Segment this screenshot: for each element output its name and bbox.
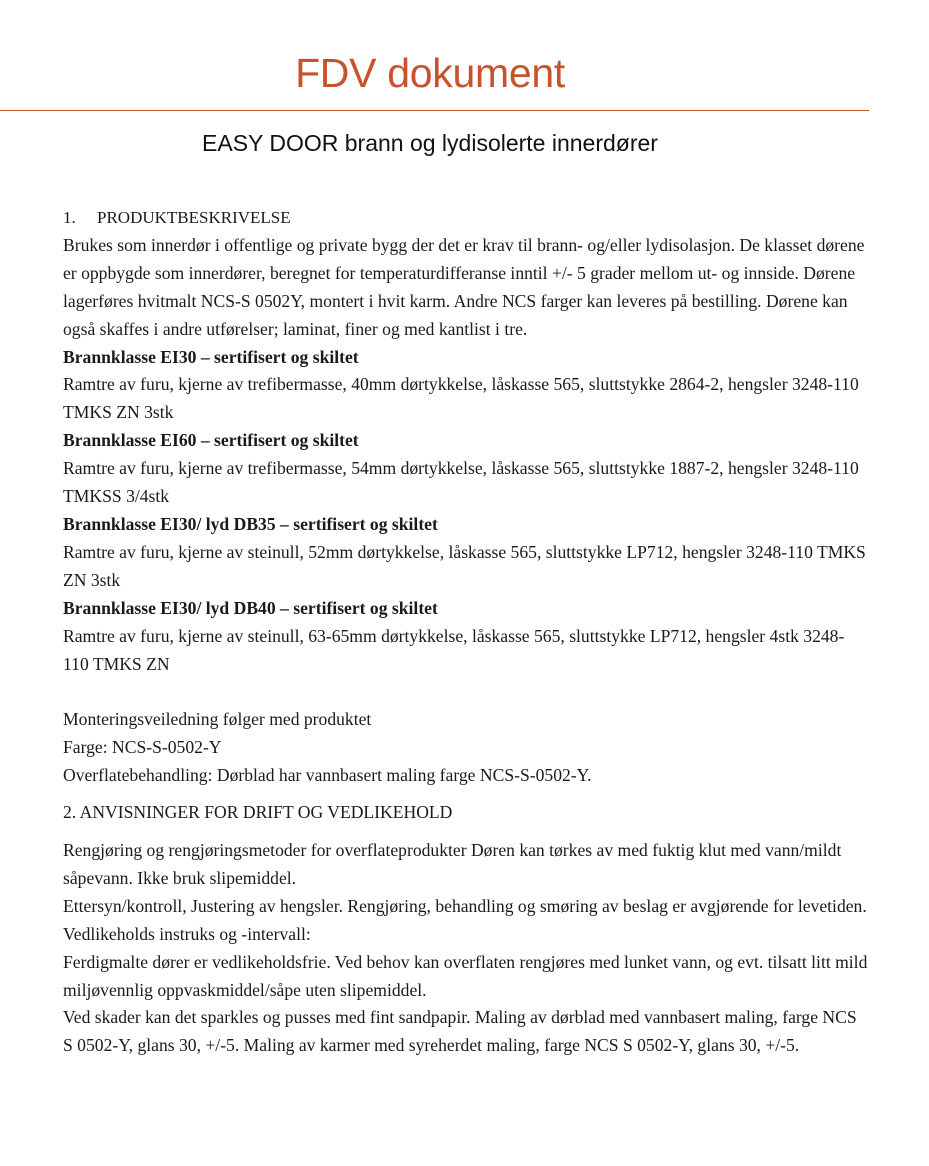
document-title: FDV dokument	[295, 50, 565, 96]
section-1-heading-text: PRODUKTBESKRIVELSE	[97, 208, 291, 227]
mounting-note: Monteringsveiledning følger med produktet	[63, 709, 372, 730]
document-subtitle: EASY DOOR brann og lydisolerte innerdører	[202, 130, 658, 156]
section-1-heading	[63, 204, 868, 232]
fire-class-ei60-text: Ramtre av furu, kjerne av trefibermasse, 54mm dørtykkelse, låskasse 565, sluttstykke 1887-2, hengsler 3248-110 TMKSS 3/4stk	[63, 458, 859, 507]
document-body	[63, 204, 868, 1060]
inspection-paragraph: Ettersyn/kontroll, Justering av hengsler. Rengjøring, behandling og smøring av beslag er avgjørende for levetiden.	[63, 895, 867, 916]
surface-treatment-note: Overflatebehandling: Dørblad har vannbasert maling farge NCS-S-0502-Y.	[63, 765, 592, 786]
fire-class-ei30-db35-title: Brannklasse EI30/ lyd DB35 – sertifisert og skiltet	[63, 513, 438, 534]
spacer	[63, 827, 868, 837]
fire-class-ei30-db40-title: Brannklasse EI30/ lyd DB40 – sertifisert og skiltet	[63, 597, 438, 618]
fire-class-ei30-title: Brannklasse EI30 – sertifisert og skiltet	[63, 346, 359, 367]
fire-class-ei30-db40-text: Ramtre av furu, kjerne av steinull, 63-65mm dørtykkelse, låskasse 565, sluttstykke LP712, hengsler 4stk 3248-110 TMKS ZN	[63, 625, 845, 674]
maintenance-heading: Vedlikeholds instruks og -intervall:	[63, 923, 311, 944]
color-note: Farge: NCS-S-0502-Y	[63, 737, 222, 758]
maintenance-free-paragraph: Ferdigmalte dører er vedlikeholdsfrie. Ved behov kan overflaten rengjøres med lunket vann, og evt. tilsatt litt mild miljøvennlig oppvaskmiddel/såpe uten slipemiddel.	[63, 951, 868, 1000]
fire-class-ei30-db35-text: Ramtre av furu, kjerne av steinull, 52mm dørtykkelse, låskasse 565, sluttstykke LP712, hengsler 3248-110 TMKS ZN 3stk	[63, 541, 866, 590]
product-description: Brukes som innerdør i offentlige og private bygg der det er krav til brann- og/eller lydisolasjon. De klasset dørene er oppbygde som innerdører, beregnet for temperaturdifferanse inntil +/- 5 grader mellom ut- og innside. Dørene lagerføres hvitmalt NCS-S 0502Y, montert i hvit karm. Andre NCS farger kan leveres på bestilling. Dørene kan også skaffes i andre utførelser; laminat, finer og med kantlist i tre.	[63, 234, 865, 339]
repair-paragraph: Ved skader kan det sparkles og pusses med fint sandpapir. Maling av dørblad med vannbasert maling, farge NCS S 0502-Y, glans 30, +/-5. Maling av karmer med syreherdet maling, farge NCS S 0502-Y, glans 30, +/-5.	[63, 1007, 857, 1056]
cleaning-paragraph: Rengjøring og rengjøringsmetoder for overflateprodukter Døren kan tørkes av med fuktig klut med vann/mildt såpevann. Ikke bruk slipemiddel.	[63, 840, 842, 888]
section-1-number: 1.	[63, 208, 76, 227]
fire-class-ei30-text: Ramtre av furu, kjerne av trefibermasse, 40mm dørtykkelse, låskasse 565, sluttstykke 2864-2, hengsler 3248-110 TMKS ZN 3stk	[63, 374, 859, 423]
spacer	[63, 678, 868, 706]
fire-class-ei60-title: Brannklasse EI60 – sertifisert og skiltet	[63, 430, 359, 451]
title-divider	[0, 110, 869, 111]
section-2-heading: 2. ANVISNINGER FOR DRIFT OG VEDLIKEHOLD	[63, 802, 453, 823]
spacer	[63, 790, 868, 799]
